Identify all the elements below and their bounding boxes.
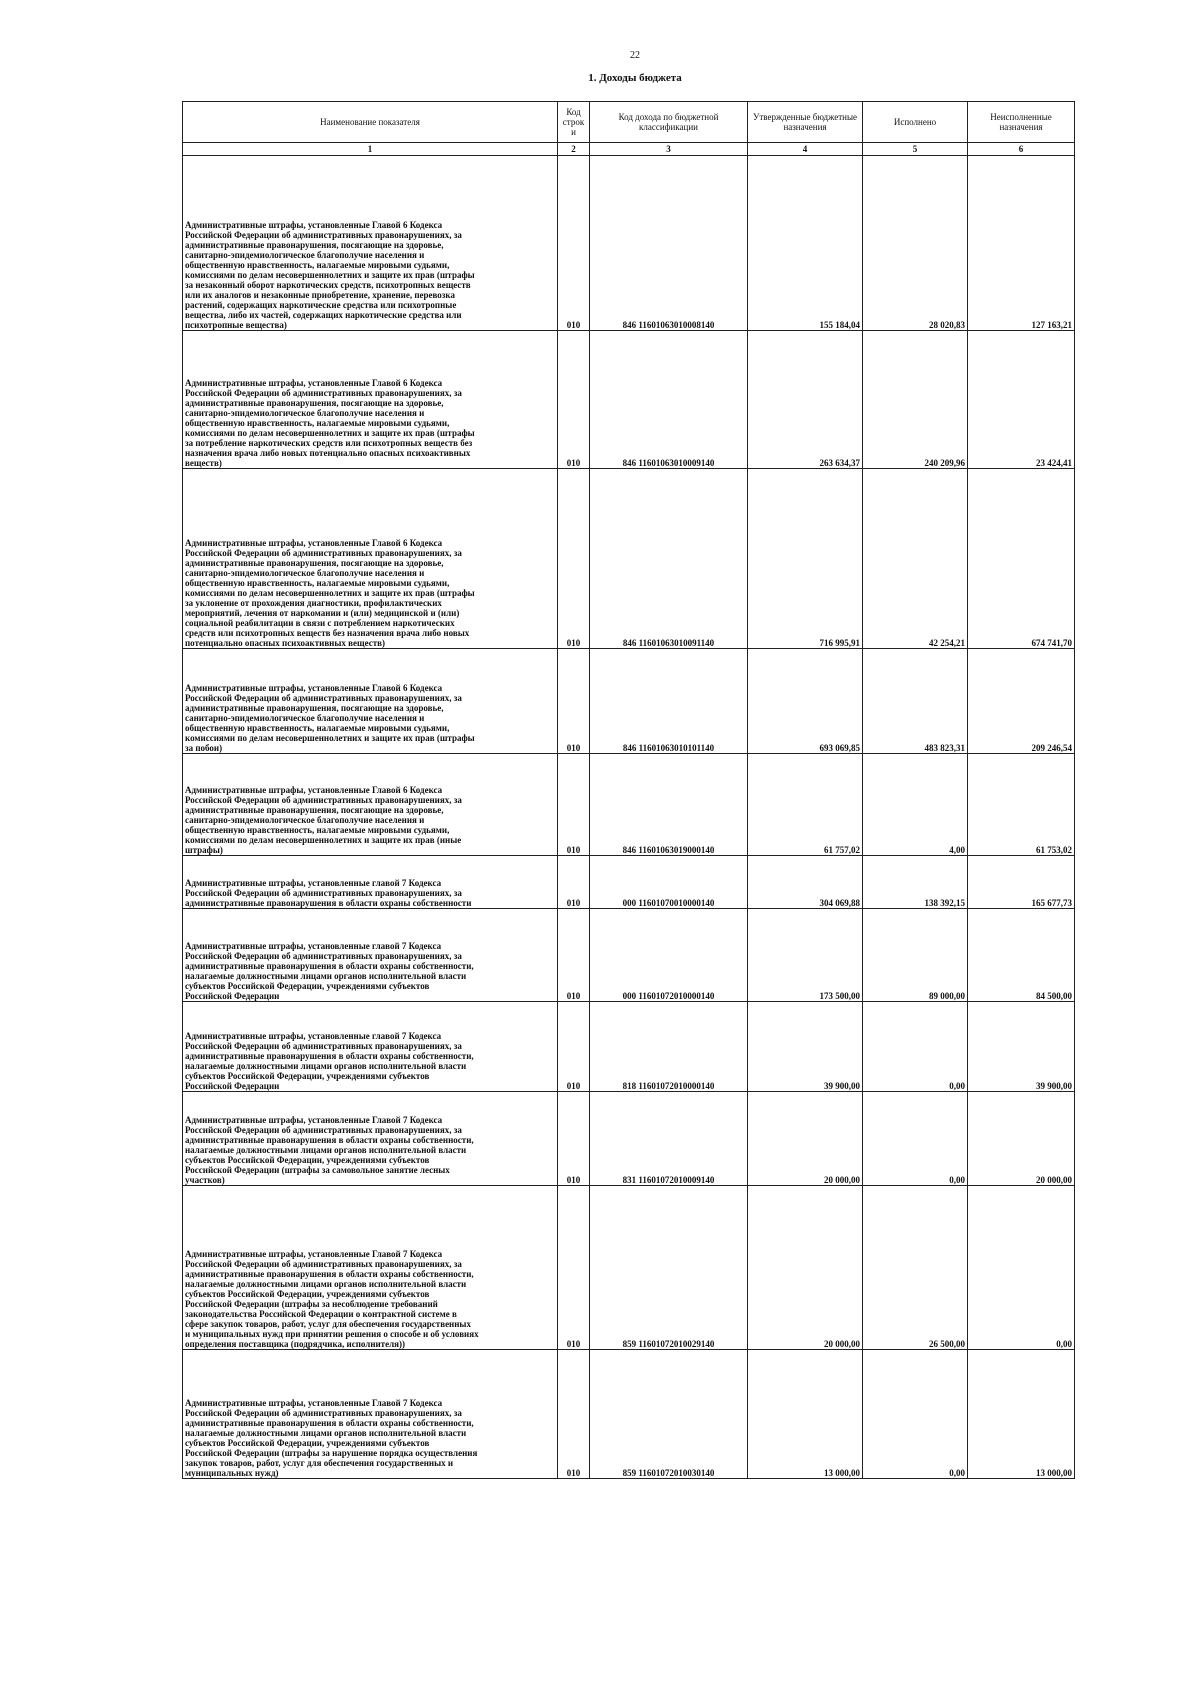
column-number: 1: [183, 143, 558, 156]
column-header-kbk: Код дохода по бюджетной классификации: [590, 102, 748, 143]
row-approved: 20 000,00: [748, 1092, 863, 1186]
table-row: [183, 469, 1075, 649]
row-kbk: 846 11601063010091140: [590, 469, 748, 649]
row-executed: 89 000,00: [863, 909, 968, 1002]
row-name: Административные штрафы, установленные Главой 6 Кодекса Российской Федерации об административных правонарушениях, за административные правонарушения, посягающие на здоровье, санитарно-эпидемиологическое благополучие населения и общественную нравственность, налагаемые мировыми судьями, комиссиями по делам несовершеннолетних и защите их прав (штрафы за незаконный оборот наркотических средств, психотропных веществ или их аналогов и незаконные приобретение, хранение, перевозка растений, содержащих наркотические средства или психотропные вещества, либо их частей, содержащих наркотические средства или психотропные вещества): [183, 156, 558, 331]
row-name: Административные штрафы, установленные Главой 7 Кодекса Российской Федерации об административных правонарушениях, за административные правонарушения в области охраны собственности, налагаемые должностными лицами органов исполнительной власти субъектов Российской Федерации, учреждениями субъектов Российской Федерации (штрафы за несоблюдение требований законодательства Российской Федерации о контрактной системе в сфере закупок товаров, работ, услуг для обеспечения государственных и муниципальных нужд при принятии решения о способе и об условиях определения поставщика (подрядчика, исполнителя)): [183, 1186, 558, 1350]
row-unexecuted: 61 753,02: [968, 754, 1075, 856]
row-unexecuted: 84 500,00: [968, 909, 1075, 1002]
column-number: 6: [968, 143, 1075, 156]
row-approved: 20 000,00: [748, 1186, 863, 1350]
row-code: 010: [558, 909, 590, 1002]
row-kbk: 846 11601063019000140: [590, 754, 748, 856]
row-name: Административные штрафы, установленные Главой 6 Кодекса Российской Федерации об административных правонарушениях, за административные правонарушения, посягающие на здоровье, санитарно-эпидемиологическое благополучие населения и общественную нравственность, налагаемые мировыми судьями, комиссиями по делам несовершеннолетних и защите их прав (штрафы за побои): [183, 649, 558, 754]
row-kbk: 859 11601072010030140: [590, 1350, 748, 1479]
row-executed: 0,00: [863, 1350, 968, 1479]
row-executed: 240 209,96: [863, 331, 968, 469]
column-header-approved: Утвержденные бюджетные назначения: [748, 102, 863, 143]
column-header-executed: Исполнено: [863, 102, 968, 143]
row-kbk: 818 11601072010000140: [590, 1002, 748, 1092]
row-kbk: 000 11601072010000140: [590, 909, 748, 1002]
row-approved: 693 069,85: [748, 649, 863, 754]
row-executed: 483 823,31: [863, 649, 968, 754]
table-row: [183, 649, 1075, 754]
row-executed: 0,00: [863, 1092, 968, 1186]
row-name: Административные штрафы, установленные главой 7 Кодекса Российской Федерации об административных правонарушениях, за административные правонарушения в области охраны собственности: [183, 856, 558, 909]
row-code: 010: [558, 1186, 590, 1350]
row-name: Административные штрафы, установленные Главой 7 Кодекса Российской Федерации об административных правонарушениях, за административные правонарушения в области охраны собственности, налагаемые должностными лицами органов исполнительной власти субъектов Российской Федерации, учреждениями субъектов Российской Федерации (штрафы за самовольное занятие лесных участков): [183, 1092, 558, 1186]
row-executed: 4,00: [863, 754, 968, 856]
table-row: [183, 1092, 1075, 1186]
table-row: [183, 1350, 1075, 1479]
table-row: [183, 1186, 1075, 1350]
row-approved: 716 995,91: [748, 469, 863, 649]
row-code: 010: [558, 331, 590, 469]
row-unexecuted: 127 163,21: [968, 156, 1075, 331]
table-row: [183, 754, 1075, 856]
table-row: [183, 909, 1075, 1002]
row-kbk: 859 11601072010029140: [590, 1186, 748, 1350]
row-approved: 304 069,88: [748, 856, 863, 909]
page-number: 22: [630, 50, 640, 61]
column-header-unexecuted: Неисполненные назначения: [968, 102, 1075, 143]
row-executed: 138 392,15: [863, 856, 968, 909]
row-approved: 61 757,02: [748, 754, 863, 856]
row-code: 010: [558, 754, 590, 856]
row-approved: 155 184,04: [748, 156, 863, 331]
page-title: 1. Доходы бюджета: [588, 72, 682, 84]
row-unexecuted: 165 677,73: [968, 856, 1075, 909]
row-code: 010: [558, 469, 590, 649]
row-kbk: 846 11601063010101140: [590, 649, 748, 754]
column-number-row: [183, 143, 1075, 156]
row-executed: 0,00: [863, 1002, 968, 1092]
row-approved: 39 900,00: [748, 1002, 863, 1092]
row-unexecuted: 39 900,00: [968, 1002, 1075, 1092]
row-name: Административные штрафы, установленные главой 7 Кодекса Российской Федерации об административных правонарушениях, за административные правонарушения в области охраны собственности, налагаемые должностными лицами органов исполнительной власти субъектов Российской Федерации, учреждениями субъектов Российской Федерации: [183, 1002, 558, 1092]
column-header-code: Код строк и: [558, 102, 590, 143]
row-name: Административные штрафы, установленные главой 7 Кодекса Российской Федерации об административных правонарушениях, за административные правонарушения в области охраны собственности, налагаемые должностными лицами органов исполнительной власти субъектов Российской Федерации, учреждениями субъектов Российской Федерации: [183, 909, 558, 1002]
row-name: Административные штрафы, установленные Главой 6 Кодекса Российской Федерации об административных правонарушениях, за административные правонарушения, посягающие на здоровье, санитарно-эпидемиологическое благополучие населения и общественную нравственность, налагаемые мировыми судьями, комиссиями по делам несовершеннолетних и защите их прав (штрафы за уклонение от прохождения диагностики, профилактических мероприятий, лечения от наркомании и (или) медицинской и (или) социальной реабилитации в связи с потреблением наркотических средств или психотропных веществ без назначения врача либо новых потенциально опасных психоактивных веществ): [183, 469, 558, 649]
row-kbk: 831 11601072010009140: [590, 1092, 748, 1186]
header-row: [183, 102, 1075, 143]
table-row: [183, 156, 1075, 331]
row-unexecuted: 674 741,70: [968, 469, 1075, 649]
table-row: [183, 856, 1075, 909]
row-unexecuted: 0,00: [968, 1186, 1075, 1350]
column-number: 5: [863, 143, 968, 156]
row-approved: 13 000,00: [748, 1350, 863, 1479]
row-kbk: 000 11601070010000140: [590, 856, 748, 909]
column-header-name: Наименование показателя: [183, 102, 558, 143]
row-unexecuted: 20 000,00: [968, 1092, 1075, 1186]
row-executed: 42 254,21: [863, 469, 968, 649]
table-row: [183, 331, 1075, 469]
row-name: Административные штрафы, установленные Главой 6 Кодекса Российской Федерации об административных правонарушениях, за административные правонарушения, посягающие на здоровье, санитарно-эпидемиологическое благополучие населения и общественную нравственность, налагаемые мировыми судьями, комиссиями по делам несовершеннолетних и защите их прав (иные штрафы): [183, 754, 558, 856]
row-approved: 263 634,37: [748, 331, 863, 469]
row-kbk: 846 11601063010009140: [590, 331, 748, 469]
row-unexecuted: 209 246,54: [968, 649, 1075, 754]
row-code: 010: [558, 1002, 590, 1092]
row-code: 010: [558, 1092, 590, 1186]
row-code: 010: [558, 649, 590, 754]
row-code: 010: [558, 1350, 590, 1479]
row-name: Административные штрафы, установленные Главой 6 Кодекса Российской Федерации об административных правонарушениях, за административные правонарушения, посягающие на здоровье, санитарно-эпидемиологическое благополучие населения и общественную нравственность, налагаемые мировыми судьями, комиссиями по делам несовершеннолетних и защите их прав (штрафы за потребление наркотических средств или психотропных веществ без назначения врача либо новых потенциально опасных психоактивных веществ): [183, 331, 558, 469]
row-unexecuted: 13 000,00: [968, 1350, 1075, 1479]
row-executed: 28 020,83: [863, 156, 968, 331]
table-row: [183, 1002, 1075, 1092]
row-code: 010: [558, 856, 590, 909]
row-approved: 173 500,00: [748, 909, 863, 1002]
column-number: 4: [748, 143, 863, 156]
row-name: Административные штрафы, установленные Главой 7 Кодекса Российской Федерации об административных правонарушениях, за административные правонарушения в области охраны собственности, налагаемые должностными лицами органов исполнительной власти субъектов Российской Федерации, учреждениями субъектов Российской Федерации (штрафы за нарушение порядка осуществления закупок товаров, работ, услуг для обеспечения государственных и муниципальных нужд): [183, 1350, 558, 1479]
row-unexecuted: 23 424,41: [968, 331, 1075, 469]
row-code: 010: [558, 156, 590, 331]
row-executed: 26 500,00: [863, 1186, 968, 1350]
column-number: 3: [590, 143, 748, 156]
income-table: [182, 101, 1075, 1479]
column-number: 2: [558, 143, 590, 156]
row-kbk: 846 11601063010008140: [590, 156, 748, 331]
